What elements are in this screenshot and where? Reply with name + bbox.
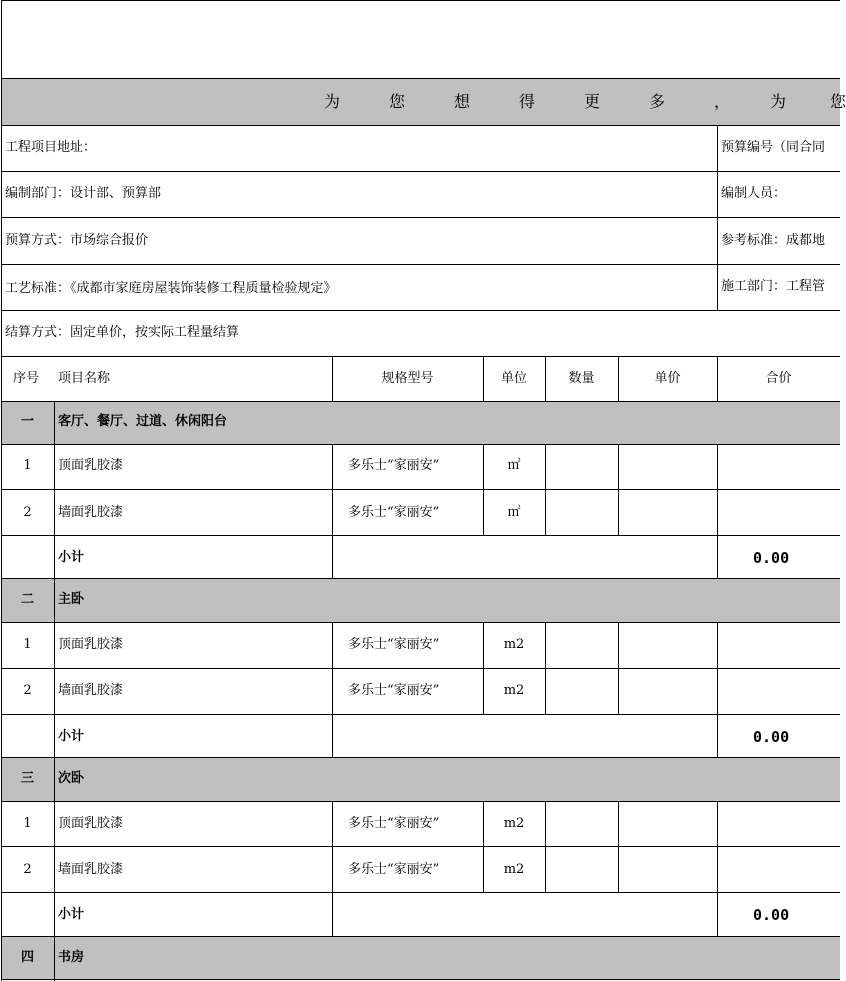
row-seq: 2 [23, 683, 32, 698]
section-band-4 [1, 937, 840, 980]
grid-line [1, 578, 840, 579]
slogan-char: 为 [770, 92, 787, 111]
grid-line [1, 979, 840, 980]
grid-line [1, 0, 840, 1]
slogan-char: 您 [830, 92, 846, 111]
row-name: 顶面乳胶漆 [58, 637, 124, 652]
slogan-char: ， [714, 92, 731, 111]
grid-line [717, 444, 718, 535]
subtotal-label: 小计 [58, 907, 85, 922]
subtotal-value: 0.00 [753, 906, 790, 924]
section-number: 一 [20, 414, 34, 429]
grid-line [1, 668, 840, 669]
header-total: 合价 [765, 371, 792, 386]
grid-line [54, 401, 55, 981]
grid-line [1, 0, 2, 981]
budget-method-label: 预算方式：市场综合报价 [5, 233, 149, 248]
row-unit: m2 [503, 683, 525, 698]
grid-line [717, 622, 718, 714]
grid-line [618, 444, 619, 535]
section-number: 三 [20, 771, 34, 786]
row-spec: 多乐士“家丽安” [348, 683, 440, 698]
row-name: 顶面乳胶漆 [58, 816, 124, 831]
section-title: 客厅、餐厅、过道、休闲阳台 [58, 414, 228, 429]
row-unit: ㎡ [507, 505, 521, 520]
grid-line [545, 444, 546, 535]
craft-standard-label: 工艺标准：《成都市家庭房屋装饰装修工程质量检验规定》 [5, 281, 337, 296]
grid-line [1, 936, 840, 937]
row-spec: 多乐士“家丽安” [348, 505, 440, 520]
grid-line [1, 217, 840, 218]
section-title: 次卧 [58, 771, 85, 786]
row-unit: m2 [503, 862, 525, 877]
grid-line [332, 892, 333, 936]
header-seq: 序号 [13, 371, 40, 386]
grid-line [1, 444, 840, 445]
subtotal-label: 小计 [58, 550, 85, 565]
row-name: 顶面乳胶漆 [58, 458, 124, 473]
settlement-method-label: 结算方式：固定单价，按实际工程量结算 [5, 325, 240, 340]
header-unit: 单位 [500, 371, 527, 386]
grid-line [545, 356, 546, 401]
row-spec: 多乐士“家丽安” [348, 816, 440, 831]
row-name: 墙面乳胶漆 [58, 862, 124, 877]
grid-line [717, 125, 718, 310]
grid-line [1, 78, 840, 79]
grid-line [1, 801, 840, 802]
grid-line [332, 444, 333, 535]
grid-line [332, 801, 333, 892]
slogan-char: 想 [454, 92, 471, 111]
grid-line [1, 846, 840, 847]
department-label: 编制部门：设计部、预算部 [5, 186, 162, 201]
grid-line [717, 535, 718, 578]
section-band-2 [1, 579, 840, 622]
grid-line [483, 801, 484, 892]
grid-line [1, 356, 840, 357]
section-number: 二 [20, 592, 34, 607]
construction-department-label: 施工部门：工程管 [721, 279, 826, 294]
slogan-char: 更 [584, 92, 601, 111]
grid-line [332, 714, 333, 757]
row-seq: 2 [23, 505, 32, 520]
grid-line [618, 801, 619, 892]
section-title: 主卧 [58, 592, 85, 607]
grid-line [1, 535, 840, 536]
grid-line [332, 622, 333, 714]
grid-line [1, 401, 840, 402]
grid-line [483, 356, 484, 401]
row-name: 墙面乳胶漆 [58, 683, 124, 698]
header-spec: 规格型号 [381, 371, 434, 386]
row-unit: ㎡ [507, 458, 521, 473]
section-title: 书房 [58, 950, 85, 965]
section-number: 四 [20, 950, 34, 965]
grid-line [1, 125, 840, 126]
grid-line [545, 801, 546, 892]
grid-line [332, 535, 333, 578]
slogan-char: 多 [649, 92, 666, 111]
grid-line [1, 171, 840, 172]
slogan-char: 得 [519, 92, 536, 111]
row-unit: m2 [503, 637, 525, 652]
row-name: 墙面乳胶漆 [58, 505, 124, 520]
grid-line [483, 622, 484, 714]
grid-line [618, 622, 619, 714]
header-qty: 数量 [568, 371, 595, 386]
subtotal-value: 0.00 [753, 549, 790, 567]
budget-number-label: 预算编号（同合同 [721, 140, 826, 155]
row-spec: 多乐士“家丽安” [348, 458, 440, 473]
grid-line [1, 714, 840, 715]
grid-line [1, 489, 840, 490]
grid-line [332, 356, 333, 401]
row-seq: 2 [23, 862, 32, 877]
row-seq: 1 [23, 637, 32, 652]
grid-line [483, 444, 484, 535]
row-seq: 1 [23, 816, 32, 831]
slogan-char: 为 [324, 92, 341, 111]
project-address-label: 工程项目地址： [5, 140, 97, 155]
slogan-char: 您 [389, 92, 406, 111]
section-band-3 [1, 758, 840, 801]
reference-standard-label: 参考标准：成都地 [721, 233, 826, 248]
header-name: 项目名称 [58, 371, 111, 386]
grid-line [545, 622, 546, 714]
grid-line [717, 714, 718, 757]
row-spec: 多乐士“家丽安” [348, 862, 440, 877]
grid-line [618, 356, 619, 401]
grid-line [717, 356, 718, 401]
header-price: 单价 [654, 371, 681, 386]
row-seq: 1 [23, 458, 32, 473]
grid-line [1, 310, 840, 311]
row-spec: 多乐士“家丽安” [348, 637, 440, 652]
grid-line [1, 892, 840, 893]
subtotal-label: 小计 [58, 729, 85, 744]
row-unit: m2 [503, 816, 525, 831]
grid-line [717, 892, 718, 936]
grid-line [1, 622, 840, 623]
grid-line [717, 801, 718, 892]
preparer-label: 编制人员： [721, 186, 787, 201]
grid-line [1, 264, 840, 265]
subtotal-value: 0.00 [753, 728, 790, 746]
grid-line [1, 757, 840, 758]
